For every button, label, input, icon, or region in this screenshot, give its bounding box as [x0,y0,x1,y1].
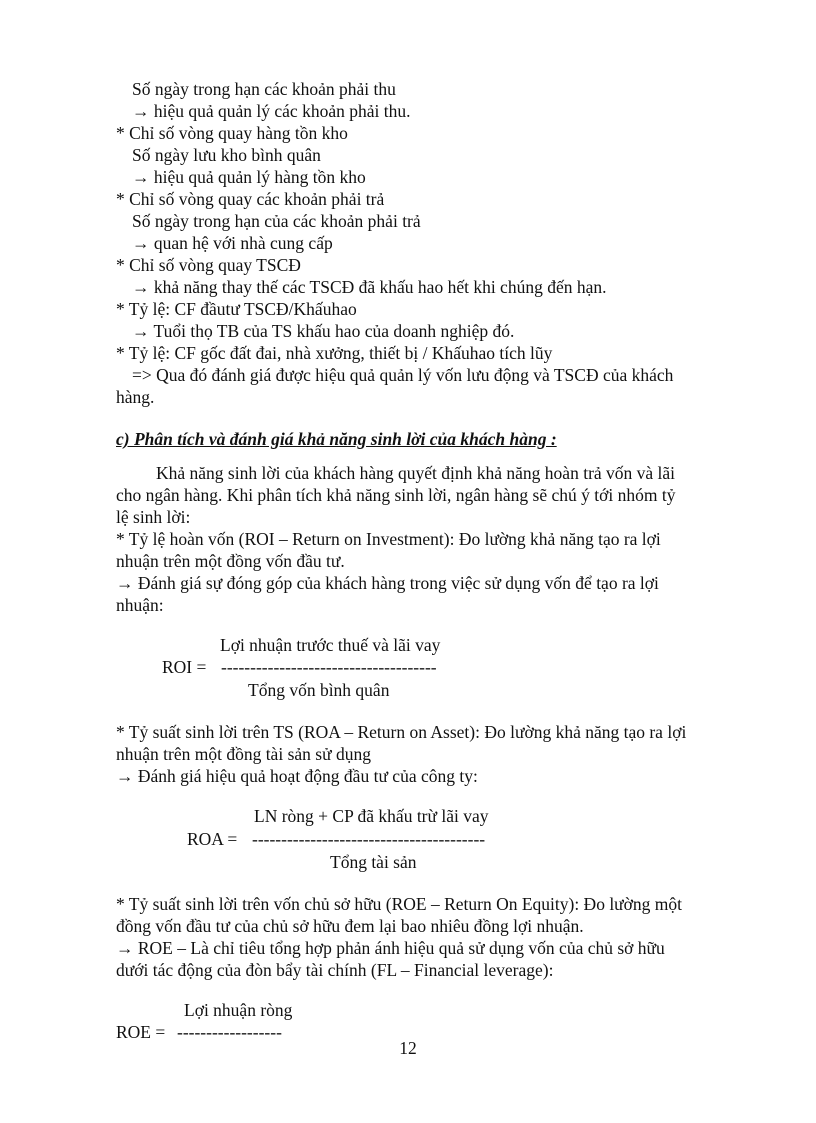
list-line: * Tỷ lệ: CF gốc đất đai, nhà xưởng, thiết bị / Khấuhao tích lũy [116,343,553,363]
paragraph-line: cho ngân hàng. Khi phân tích khả năng sinh lời, ngân hàng sẽ chú ý tới nhóm tỷ [116,485,676,505]
paragraph-line: nhuận trên một đồng tài sản sử dụng [116,744,371,764]
list-line: → hiệu quả quản lý các khoản phải thu. [132,101,411,121]
section-heading: c) Phân tích và đánh giá khả năng sinh lời của khách hàng : [116,429,557,449]
list-line: → quan hệ với nhà cung cấp [132,233,333,253]
roa-numerator: LN ròng + CP đã khấu trừ lãi vay [254,806,489,826]
paragraph-line: nhuận: [116,595,164,615]
roe-label: ROE = [116,1022,166,1042]
paragraph-line: * Tỷ suất sinh lời trên vốn chủ sở hữu (ROE – Return On Equity): Đo lường một [116,894,683,914]
list-line: * Chỉ số vòng quay hàng tồn kho [116,123,348,143]
roi-fraction-bar: ------------------------------------- [221,657,437,677]
paragraph-line: → Đánh giá hiệu quả hoạt động đầu tư của công ty: [116,766,478,786]
roa-label: ROA = [187,829,238,849]
roi-denominator: Tổng vốn bình quân [248,680,390,700]
paragraph-line: → Đánh giá sự đóng góp của khách hàng trong việc sử dụng vốn để tạo ra lợi [116,573,659,593]
list-line: → khả năng thay thế các TSCĐ đã khấu hao hết khi chúng đến hạn. [132,277,607,297]
roe-fraction-bar: ------------------ [177,1022,282,1042]
list-line: → hiệu quả quản lý hàng tồn kho [132,167,366,187]
list-line: Số ngày trong hạn các khoản phải thu [132,79,396,99]
roi-numerator: Lợi nhuận trước thuế và lãi vay [220,635,441,655]
page-number: 12 [399,1038,417,1058]
roa-fraction-bar: ---------------------------------------- [252,829,486,849]
roe-numerator: Lợi nhuận ròng [184,1000,293,1020]
paragraph-line: dưới tác động của đòn bẩy tài chính (FL – Financial leverage): [116,960,554,980]
paragraph-line: lệ sinh lời: [116,507,191,527]
list-line: Số ngày lưu kho bình quân [132,145,321,165]
paragraph-line: → ROE – Là chỉ tiêu tổng hợp phản ánh hiệu quả sử dụng vốn của chủ sở hữu [116,938,665,958]
paragraph-line: * Tỷ lệ hoàn vốn (ROI – Return on Investment): Đo lường khả năng tạo ra lợi [116,529,661,549]
list-line: → Tuổi thọ TB của TS khấu hao của doanh nghiệp đó. [132,321,515,341]
list-line: * Tỷ lệ: CF đầutư TSCĐ/Khấuhao [116,299,357,319]
paragraph-line: * Tỷ suất sinh lời trên TS (ROA – Return on Asset): Đo lường khả năng tạo ra lợi [116,722,687,742]
paragraph-line: Khả năng sinh lời của khách hàng quyết định khả năng hoàn trả vốn và lãi [156,463,676,483]
roa-denominator: Tổng tài sản [330,852,417,872]
list-line: => Qua đó đánh giá được hiệu quả quản lý vốn lưu động và TSCĐ của khách [132,365,674,385]
list-line: hàng. [116,387,155,407]
roi-label: ROI = [162,657,207,677]
list-line: Số ngày trong hạn của các khoản phải trả [132,211,421,231]
list-line: * Chỉ số vòng quay các khoản phải trả [116,189,385,209]
list-line: * Chỉ số vòng quay TSCĐ [116,255,301,275]
paragraph-line: nhuận trên một đồng vốn đầu tư. [116,551,345,571]
paragraph-line: đồng vốn đầu tư của chủ sở hữu đem lại bao nhiêu đồng lợi nhuận. [116,916,584,936]
